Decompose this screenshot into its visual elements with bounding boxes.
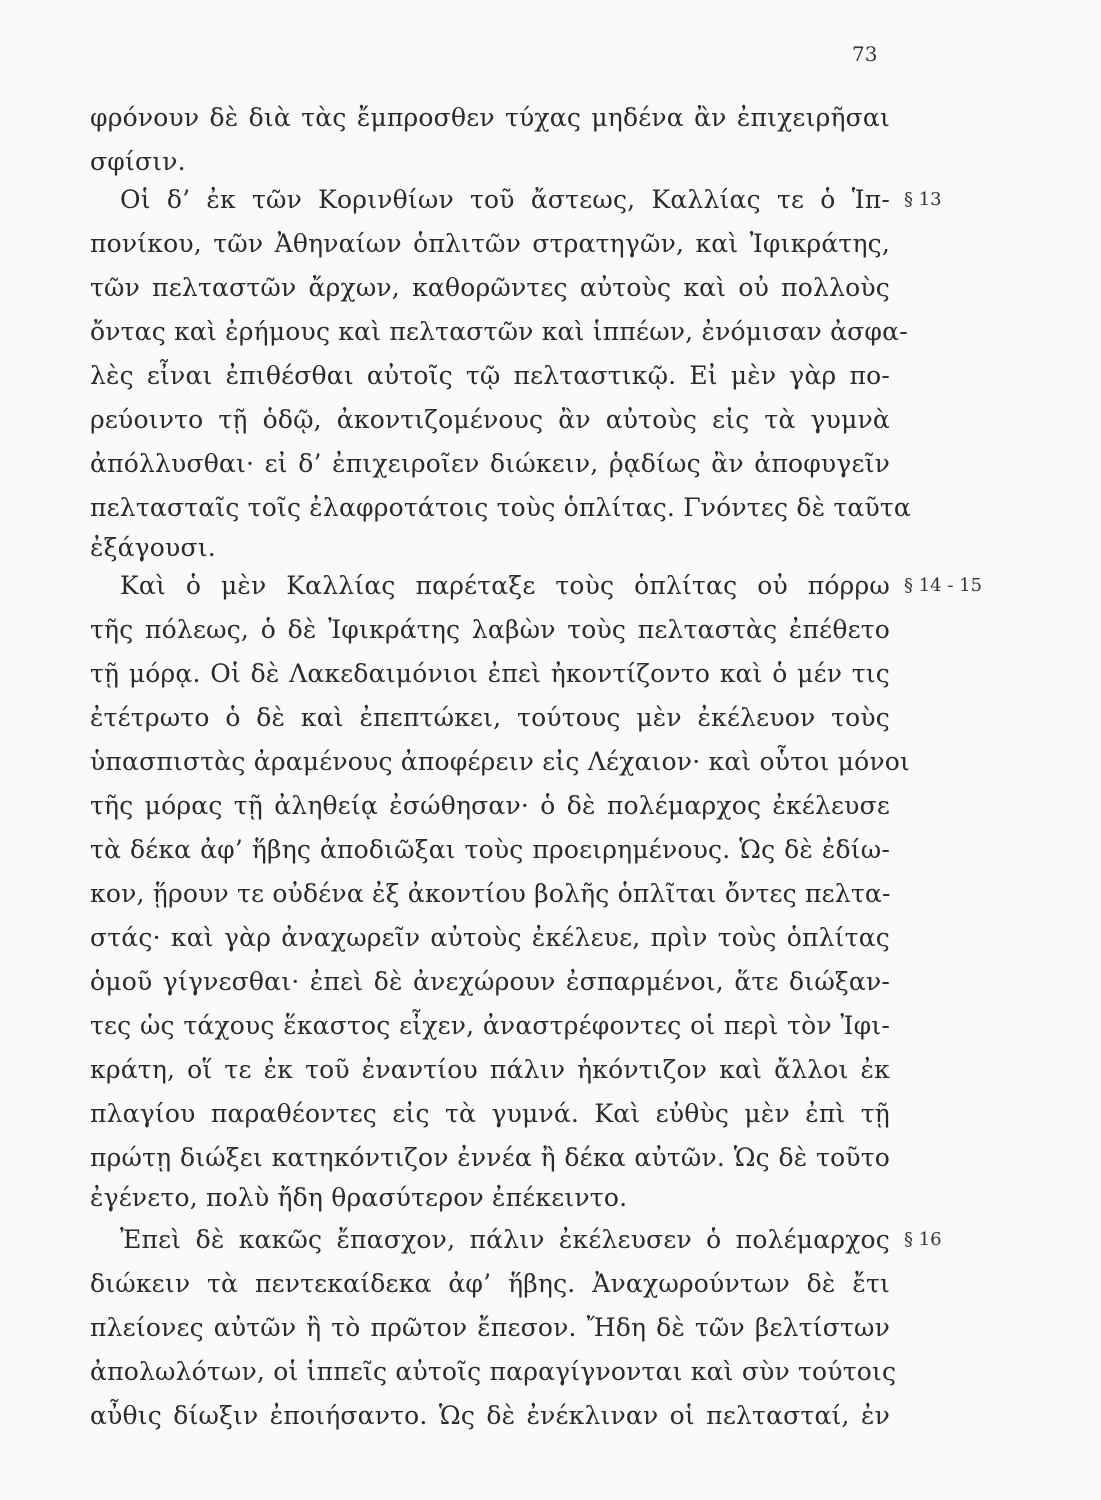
text-line: τὰ δέκα ἀφ’ ἥβης ἀποδιῶξαι τοὺς προειρημένους. Ὡς δὲ ἐδίω- xyxy=(90,835,890,864)
text-line: ὁμοῦ γίγνεσθαι· ἐπεὶ δὲ ἀνεχώρουν ἐσπαρμένοι, ἅτε διώξαν- xyxy=(90,967,890,996)
text-line: ἀπόλλυσθαι· εἰ δ’ ἐπιχειροῖεν διώκειν, ῥᾳδίως ἂν ἀποφυγεῖν xyxy=(90,449,890,478)
text-line: κράτη, οἵ τε ἐκ τοῦ ἐναντίου πάλιν ἠκόντιζον καὶ ἄλλοι ἐκ xyxy=(90,1055,890,1084)
text-line: φρόνουν δὲ διὰ τὰς ἔμπροσθεν τύχας μηδένα ἂν ἐπιχειρῆσαι xyxy=(90,103,890,132)
text-line: ἐγένετο, πολὺ ἤδη θρασύτερον ἐπέκειντο. xyxy=(90,1183,628,1212)
page-number: 73 xyxy=(852,42,878,66)
text-line: στάς· καὶ γὰρ ἀναχωρεῖν αὐτοὺς ἐκέλευε, πρὶν τοὺς ὁπλίτας xyxy=(90,923,890,952)
text-line: ἀπολωλότων, οἱ ἱππεῖς αὐτοῖς παραγίγνονται καὶ σὺν τούτοις xyxy=(90,1357,897,1386)
text-line: ρεύοιντο τῇ ὁδῷ, ἀκοντιζομένους ἂν αὐτοὺς εἰς τὰ γυμνὰ xyxy=(90,405,890,434)
text-line: τες ὡς τάχους ἕκαστος εἶχεν, ἀναστρέφοντες οἱ περὶ τὸν Ἰφι- xyxy=(90,1011,890,1040)
text-line: λὲς εἶναι ἐπιθέσθαι αὐτοῖς τῷ πελταστικῷ. Εἰ μὲν γὰρ πο- xyxy=(90,361,890,390)
section-marker: § 14 - 15 xyxy=(904,575,983,596)
text-line: Οἱ δ’ ἐκ τῶν Κορινθίων τοῦ ἄστεως, Καλλίας τε ὁ Ἱπ- xyxy=(120,185,890,214)
section-marker: § 13 xyxy=(904,189,942,210)
text-line: Ἐπεὶ δὲ κακῶς ἔπασχον, πάλιν ἐκέλευσεν ὁ πολέμαρχος xyxy=(120,1225,890,1254)
text-line: ὄντας καὶ ἐρήμους καὶ πελταστῶν καὶ ἱππέων, ἐνόμισαν ἀσφα- xyxy=(90,317,908,346)
text-line: πρώτῃ διώξει κατηκόντιζον ἐννέα ἢ δέκα αὐτῶν. Ὡς δὲ τοῦτο xyxy=(90,1143,890,1172)
text-line: Καὶ ὁ μὲν Καλλίας παρέταξε τοὺς ὁπλίτας οὐ πόρρω xyxy=(120,571,890,600)
text-line: αὖθις δίωξιν ἐποιήσαντο. Ὡς δὲ ἐνέκλιναν οἱ πελτασταί, ἐν xyxy=(90,1401,890,1430)
text-line: τῇ μόρᾳ. Οἱ δὲ Λακεδαιμόνιοι ἐπεὶ ἠκοντίζοντο καὶ ὁ μέν τις xyxy=(90,659,890,688)
text-line: τῶν πελταστῶν ἄρχων, καθορῶντες αὐτοὺς καὶ οὐ πολλοὺς xyxy=(90,273,890,302)
text-line: ὑπασπιστὰς ἀραμένους ἀποφέρειν εἰς Λέχαιον· καὶ οὗτοι μόνοι xyxy=(90,747,910,776)
text-line: πλαγίου παραθέοντες εἰς τὰ γυμνά. Καὶ εὐθὺς μὲν ἐπὶ τῇ xyxy=(90,1099,890,1128)
text-line: διώκειν τὰ πεντεκαίδεκα ἀφ’ ἥβης. Ἀναχωρούντων δὲ ἔτι xyxy=(90,1269,890,1298)
text-line: πλείονες αὐτῶν ἢ τὸ πρῶτον ἔπεσον. Ἤδη δὲ τῶν βελτίστων xyxy=(90,1313,890,1342)
text-line: ἐξάγουσι. xyxy=(90,533,216,562)
text-line: πελτασταῖς τοῖς ἐλαφροτάτοις τοὺς ὁπλίτας. Γνόντες δὲ ταῦτα xyxy=(90,493,911,522)
text-line: πονίκου, τῶν Ἀθηναίων ὁπλιτῶν στρατηγῶν, καὶ Ἰφικράτης, xyxy=(90,229,890,258)
text-line: ἐτέτρωτο ὁ δὲ καὶ ἐπεπτώκει, τούτους μὲν ἐκέλευον τοὺς xyxy=(90,703,890,732)
text-line: κον, ᾕρουν τε οὐδένα ἐξ ἀκοντίου βολῆς ὁπλῖται ὄντες πελτα- xyxy=(90,879,891,908)
text-line: τῆς πόλεως, ὁ δὲ Ἰφικράτης λαβὼν τοὺς πελταστὰς ἐπέθετο xyxy=(90,615,890,644)
text-line: σφίσιν. xyxy=(90,147,186,176)
section-marker: § 16 xyxy=(904,1229,942,1250)
text-line: τῆς μόρας τῇ ἀληθείᾳ ἐσώθησαν· ὁ δὲ πολέμαρχος ἐκέλευσε xyxy=(90,791,890,820)
